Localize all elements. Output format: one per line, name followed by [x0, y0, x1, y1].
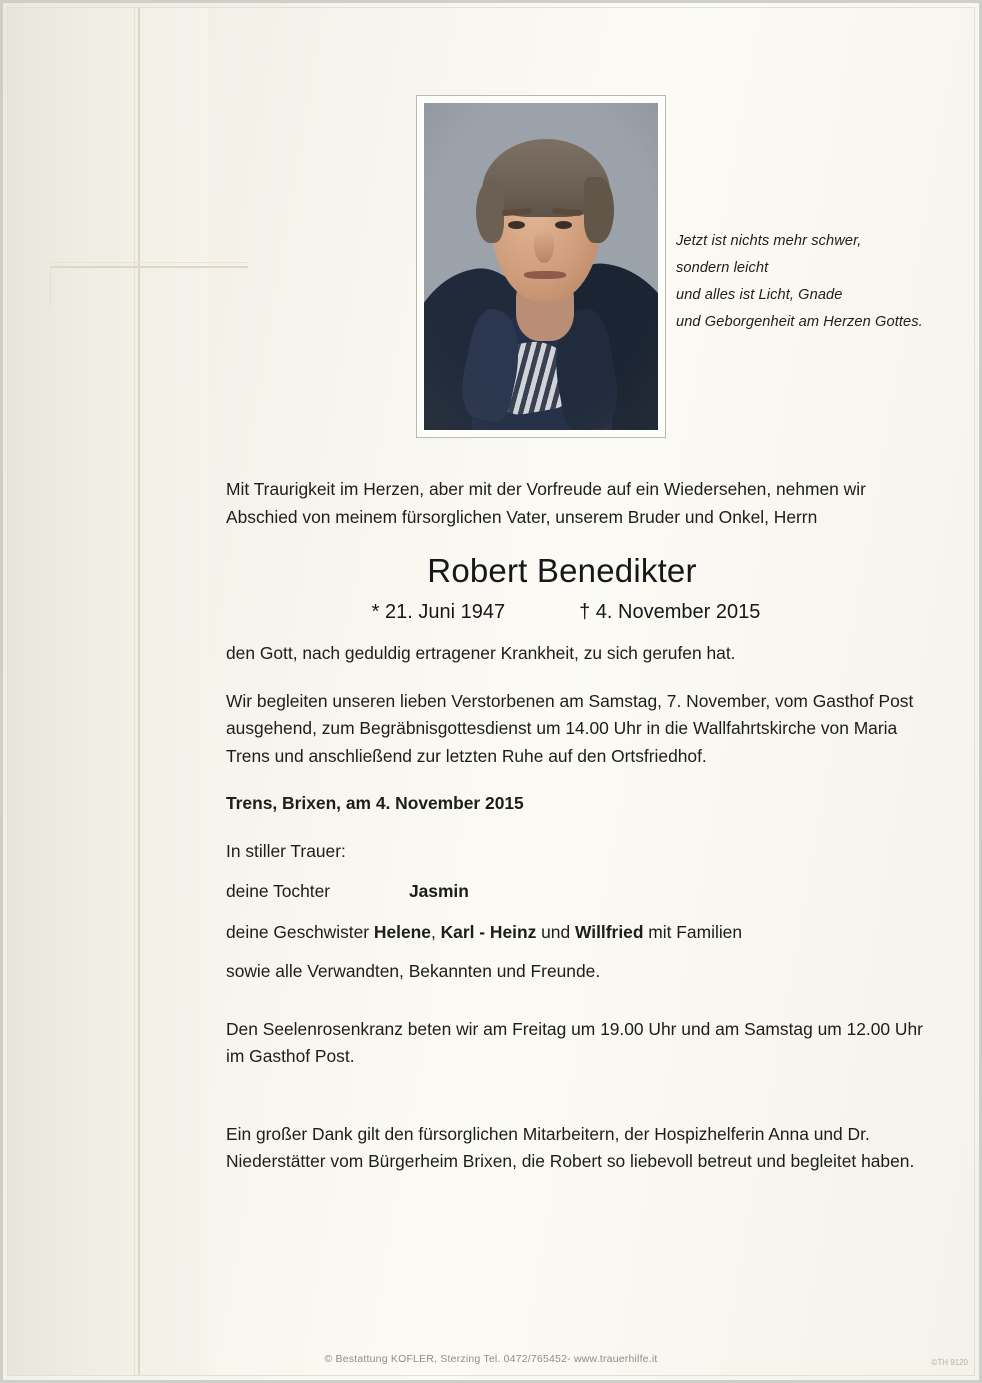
daughter-name: Jasmin — [408, 881, 469, 901]
footer-credit: © Bestattung KOFLER, Sterzing Tel. 0472/765452- www.trauerhilfe.it — [324, 1353, 658, 1365]
siblings-suffix: mit Familien — [648, 922, 743, 942]
sibling-name-1: Helene — [373, 922, 431, 942]
all-relatives-line: sowie alle Verwandten, Bekannten und Freunde. — [226, 961, 601, 981]
birth-date: * 21. Juni 1947 — [371, 601, 506, 623]
place-and-date: Trens, Brixen, am 4. November 2015 — [226, 793, 524, 813]
sibling-separator-1: , — [430, 922, 436, 942]
daughter-label: deine Tochter — [226, 881, 331, 901]
verse-line-1: Jetzt ist nichts mehr schwer, — [676, 233, 862, 249]
deceased-name: Robert Benedikter — [427, 552, 697, 589]
siblings-prefix: deine Geschwister — [226, 922, 370, 942]
funeral-details-paragraph: Wir begleiten unseren lieben Verstorbenen am Samstag, 7. November, vom Gasthof Post ausgehend, zum Begräbnisgottesdienst um 14.00 Uhr in die Wallfahrtskirche von Maria Trens und anschließend zur letzten Ruhe auf den Ortsfriedhof. — [226, 690, 914, 766]
sibling-name-2: Karl - Heinz — [440, 922, 537, 942]
memorial-text-body — [226, 476, 926, 1176]
daughter-row — [226, 876, 926, 906]
sibling-separator-2: und — [541, 922, 571, 942]
siblings-row — [226, 917, 926, 947]
memorial-verse — [676, 228, 966, 336]
rosary-paragraph: Den Seelenrosenkranz beten wir am Freitag um 19.00 Uhr und am Samstag um 12.00 Uhr im Gasthof Post. — [226, 1018, 923, 1066]
verse-line-3: und alles ist Licht, Gnade — [676, 287, 843, 303]
cross-corner-accent-icon — [50, 266, 51, 306]
portrait-photo — [424, 103, 658, 430]
intro-paragraph: Mit Traurigkeit im Herzen, aber mit der Vorfreude auf ein Wiedersehen, nehmen wir Abschied von meinem fürsorglichen Vater, unserem Bruder und Onkel, Herrn — [226, 479, 866, 527]
corner-copyright-mark: ©TH 9120 — [931, 1358, 968, 1367]
verse-line-4: und Geborgenheit am Herzen Gottes. — [676, 314, 923, 330]
thanks-paragraph: Ein großer Dank gilt den fürsorglichen Mitarbeitern, der Hospizhelferin Anna und Dr. Niederstätter vom Bürgerheim Brixen, die Robert so liebevoll betreut und begleitet haben. — [226, 1123, 915, 1171]
after-dates-paragraph: den Gott, nach geduldig ertragener Krankheit, zu sich gerufen hat. — [226, 643, 736, 663]
life-dates — [226, 596, 926, 628]
portrait-frame — [417, 96, 665, 437]
cross-horizontal-icon — [50, 266, 248, 268]
photo-vignette — [424, 103, 658, 430]
mourning-header: In stiller Trauer: — [226, 840, 346, 861]
left-decorative-panel — [8, 8, 208, 1375]
sibling-name-3: Willfried — [575, 922, 644, 942]
death-date: † 4. November 2015 — [579, 601, 761, 623]
cross-vertical-highlight-icon — [134, 8, 135, 1375]
cross-horizontal-highlight-icon — [50, 262, 248, 263]
cross-vertical-icon — [138, 8, 140, 1375]
verse-line-2: sondern leicht — [676, 260, 769, 276]
